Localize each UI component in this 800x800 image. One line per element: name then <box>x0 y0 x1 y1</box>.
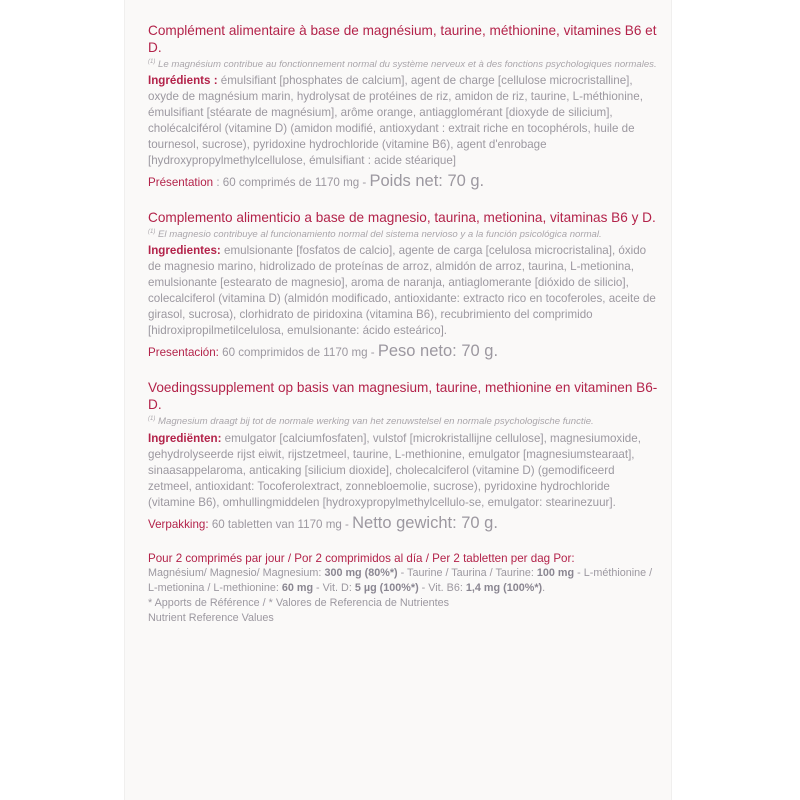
dose-text: - Vit. D: <box>313 581 355 594</box>
presentation-text: : 60 comprimés de 1170 mg - <box>213 176 370 190</box>
presentation-fr <box>148 171 658 193</box>
footnote-mark: (1) <box>148 59 156 65</box>
section-fr <box>148 22 658 193</box>
reference-note-1: * Apports de Référence / * Valores de Referencia de Nutrientes <box>148 596 450 609</box>
footnote-fr <box>148 56 658 71</box>
ingredients-label: Ingrédients : <box>148 74 218 88</box>
ingredients-fr <box>148 73 658 169</box>
ingredients-text: émulsifiant [phosphates de calcium], agent de charge [cellulose microcristalline], oxyde de magnésium marin, hydrolysat de protéines de riz, amidon de riz, taurine, L-méthionine, émulsifiant [stéarate de magnésium], arôme orange, antiagglomérant [dioxyde de silicium], cholécalciférol (vitamine D) (amidon modifié, antioxydant : extrait riche en tocophérols, huile de tournesol, sucrose), pyridoxine hydrochloride (vitamine B6), agent d'enrobage [hydroxypropylmethylcellulose, émulsifiant : acide stéarique] <box>148 74 643 168</box>
ingredients-es <box>148 243 658 339</box>
footnote-mark: (1) <box>148 229 156 236</box>
footnote-nl <box>148 413 658 428</box>
net-weight: Peso neto: 70 g. <box>377 342 499 361</box>
label-content <box>148 22 658 626</box>
posology-section <box>148 551 658 626</box>
dose-text: - Taurine / Taurina / Taurine: <box>397 566 537 579</box>
presentation-nl <box>148 513 658 535</box>
posology-values <box>148 566 658 596</box>
taurine-value: 100 mg <box>536 566 575 579</box>
ingredients-text: emulsionante [fosfatos de calcio], agente de carga [celulosa microcristalina], óxido de magnesio marino, hidrolizado de proteínas de arroz, almidón de arroz, taurina, L-metionina, emulsionante [estearato de magnesio], aroma de naranja, antiaglomerante [dióxido de silicio], colecalciferol (vitamina D) (almidón modificado, antioxidante: extracto rico en tocoferoles, aceite de girasol, sucrosa), clorhidrato de piridoxina (vitamina B6), recubrimiento del comprimido [hidroxipropilmetilcelulosa, emulsionante: ácido esteárico]. <box>148 244 656 338</box>
ingredients-label: Ingrediënten: <box>148 431 222 445</box>
dose-text: Magnésium/ Magnesio/ Magnesium: <box>148 566 325 579</box>
posology-heading: Pour 2 comprimés par jour / Por 2 comprimidos al día / Per 2 tabletten per dag Por: <box>148 551 575 565</box>
reference-note-2: Nutrient Reference Values <box>148 611 274 624</box>
dose-text: - Vit. B6: <box>418 581 466 594</box>
ingredients-label: Ingredientes: <box>148 244 221 258</box>
heading-es: Complemento alimenticio a base de magnesio, taurina, metionina, vitaminas B6 y D. <box>148 210 656 226</box>
footnote-text: Le magnésium contribue au fonctionnement normal du système nerveux et à des fonctions psychologiques normales. <box>158 59 657 71</box>
presentation-label: Verpakking: <box>148 517 209 531</box>
net-weight: Poids net: 70 g. <box>369 172 485 191</box>
net-weight: Netto gewicht: 70 g. <box>352 513 498 532</box>
presentation-label: Presentación: <box>148 346 219 360</box>
presentation-label: Présentation <box>148 176 214 190</box>
heading-nl: Voedingssupplement op basis van magnesium, taurine, methionine en vitaminen B6-D. <box>148 380 658 413</box>
presentation-text: 60 tabletten van 1170 mg - <box>208 517 353 531</box>
footnote-es <box>148 226 658 241</box>
dose-text: . <box>542 581 546 594</box>
footnote-mark: (1) <box>148 416 156 423</box>
presentation-text: 60 comprimidos de 1170 mg - <box>218 346 378 360</box>
footnote-text: El magnesio contribuye al funcionamiento normal del sistema nervioso y a la función psicológica normal. <box>158 229 602 241</box>
presentation-es <box>148 341 658 363</box>
section-es <box>148 209 658 363</box>
magnesium-value: 300 mg (80%*) <box>324 566 398 579</box>
ingredients-nl <box>148 431 658 511</box>
section-nl <box>148 379 658 534</box>
dose-text: - L-méthionine / L-metionina / L-methionine: <box>148 566 653 594</box>
vitamin-d-value: 5 µg (100%*) <box>354 581 419 594</box>
ingredients-text: emulgator [calciumfosfaten], vulstof [microkristallijne cellulose], magnesiumoxide, gehydrolyseerde rijst eiwit, rijstzetmeel, taurine, L-methionine, emulgator [magnesiumstearaat], sinaasappelaroma, anticaking [silicium dioxide], cholecalciferol (vitamine D) (gemodificeerd zetmeel, antioxidant: Tocoferolextract, zonnebloemolie, sucrose), pyridoxine hydrochloride (vitamine B6), omhullingmiddelen [hydroxypropylmethylcellulo-se, emulgator: stearinezuur]. <box>148 431 641 509</box>
methionine-value: 60 mg <box>281 581 314 594</box>
vitamin-b6-value: 1,4 mg (100%*) <box>465 581 543 594</box>
footnote-text: Magnesium draagt bij tot de normale werking van het zenuwstelsel en normale psychologische functie. <box>158 416 594 428</box>
heading-fr: Complément alimentaire à base de magnésium, taurine, méthionine, vitamines B6 et D. <box>148 23 657 55</box>
